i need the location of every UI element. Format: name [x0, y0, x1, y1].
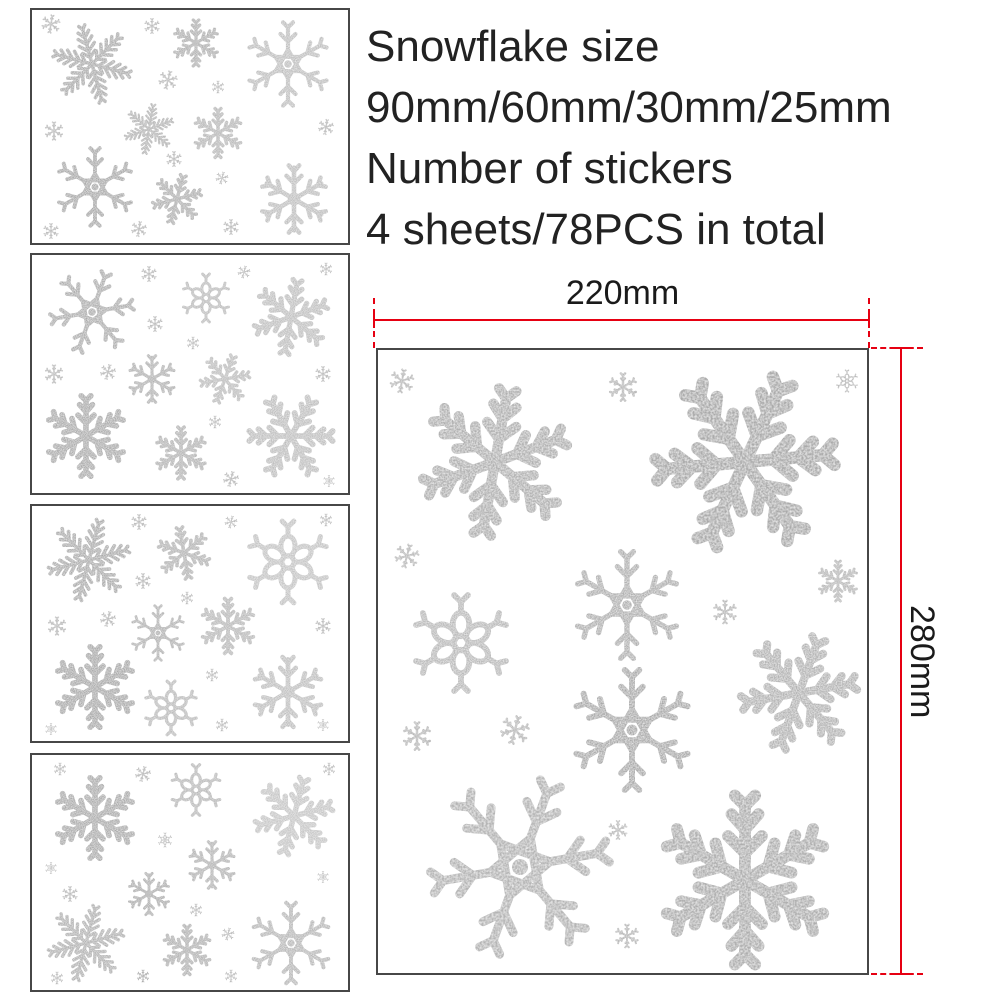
snowflake-sticker-star6 [320, 263, 333, 276]
snowflake-sticker-star6 [222, 927, 235, 940]
snowflake-sticker-star6 [215, 718, 228, 731]
snowflake-sticker-dendrite [152, 424, 209, 481]
snowflake-sticker-star6 [500, 715, 529, 744]
snowflake-sticker-star6 [323, 763, 336, 776]
sticker-sheet-thumbnail-3 [30, 504, 350, 743]
spec-text-block [366, 16, 892, 260]
sticker-sheet-thumbnail-1 [30, 8, 350, 245]
snowflake-sticker-star6 [45, 365, 64, 384]
snowflake-sticker-star6 [215, 171, 228, 184]
snowflake-sticker-hexstar [46, 266, 138, 358]
snowflake-sticker-plate [316, 718, 329, 731]
snowflake-sticker-star6 [100, 611, 116, 627]
snowflake-sticker-star6 [315, 618, 331, 634]
snowflake-sticker-chevron [184, 837, 241, 894]
width-dimension-label: 220mm [565, 274, 680, 312]
snowflake-sticker-chevron [124, 868, 175, 919]
snowflake-sticker-hexstar [422, 769, 618, 965]
snowflake-sticker-plate [157, 832, 173, 848]
snowflake-sticker-hexstar [569, 547, 686, 664]
snowflake-sticker-dendrite [250, 276, 332, 358]
snowflake-sticker-star6 [223, 471, 239, 487]
snowflake-sticker-dendrite [51, 643, 139, 731]
snowflake-sticker-dendrite [155, 525, 212, 582]
snowflake-sticker-star6 [223, 219, 239, 235]
snowflake-sticker-star6 [395, 543, 419, 567]
snowflake-sticker-chevron [124, 350, 181, 407]
snowflake-sticker-dendrite [41, 392, 129, 480]
snowflake-sticker-plate [835, 369, 859, 393]
snowflake-sticker-star6 [187, 337, 200, 350]
snowflake-sticker-star6 [135, 573, 151, 589]
snowflake-sticker-dendrite [198, 596, 258, 656]
width-extension-line-left [373, 298, 375, 348]
snowflake-sticker-star6 [48, 616, 67, 635]
snowflake-sticker-plate [316, 871, 329, 884]
snowflake-sticker-fern [49, 21, 134, 106]
snowflake-sticker-star6 [135, 766, 151, 782]
sticker-sheet-thumbnail-2 [30, 253, 350, 495]
snowflake-sticker-star6 [166, 151, 182, 167]
snowflake-sticker-plate [179, 271, 233, 325]
snowflake-sticker-plate [323, 475, 336, 488]
snowflake-sticker-star6 [132, 515, 148, 531]
snowflake-sticker-star6 [51, 972, 64, 985]
snowflake-sticker-star6 [45, 122, 64, 141]
snowflake-sticker-star6 [206, 669, 219, 682]
snowflake-sticker-star6 [136, 970, 149, 983]
snowflake-sticker-dendrite [160, 923, 214, 977]
snowflake-sticker-star6 [608, 373, 637, 402]
snowflake-sticker-star6 [144, 18, 160, 34]
snowflake-sticker-star6 [147, 316, 163, 332]
snowflake-sticker-star6 [315, 366, 331, 382]
spec-count-value: 4 sheets/78PCS in total [366, 205, 826, 254]
snowflake-sticker-dendrite [151, 172, 205, 226]
spec-size-title: Snowflake size [366, 22, 660, 71]
width-extension-line-right [868, 298, 870, 348]
snowflake-sticker-dendrite [252, 773, 337, 858]
snowflake-sticker-star6 [190, 904, 203, 917]
snowflake-sticker-dendrite [415, 381, 576, 542]
snowflake-sticker-dendrite [192, 107, 246, 161]
snowflake-sticker-hexstar [247, 899, 335, 987]
snowflake-sticker-dendrite [51, 774, 139, 862]
main-sticker-sheet [376, 348, 869, 975]
snowflake-sticker-dendrite [816, 559, 860, 603]
snowflake-sticker-star6 [225, 516, 238, 529]
snowflake-sticker-dendrite [735, 629, 862, 756]
snowflake-sticker-fern [45, 516, 133, 604]
snowflake-sticker-star6 [615, 923, 639, 947]
snowflake-sticker-star6 [100, 364, 116, 380]
width-dimension-line [374, 319, 869, 321]
snowflake-sticker-dendrite [245, 390, 337, 482]
snowflake-sticker-star6 [225, 970, 238, 983]
snowflake-sticker-star6 [132, 221, 148, 237]
snowflake-sticker-hexstar [53, 144, 138, 229]
snowflake-sticker-plate [407, 589, 515, 697]
snowflake-sticker-star6 [158, 70, 177, 89]
sticker-sheet-thumbnail-4 [30, 753, 350, 992]
snowflake-sticker-plate [45, 861, 58, 874]
snowflake-sticker-plate [45, 723, 58, 736]
snowflake-sticker-star6 [402, 722, 431, 751]
height-dimension-label: 280mm [903, 604, 941, 719]
snowflake-sticker-hexstar [242, 18, 334, 110]
spec-size-value: 90mm/60mm/30mm/25mm [366, 83, 892, 132]
snowflake-sticker-star6 [212, 81, 225, 94]
snowflake-sticker-star6 [318, 119, 334, 135]
snowflake-sticker-dendrite [652, 787, 838, 973]
snowflake-sticker-dendrite [198, 352, 252, 406]
snowflake-sticker-star6 [209, 415, 222, 428]
snowflake-sticker-star6 [62, 886, 78, 902]
snowflake-sticker-star6 [713, 599, 737, 623]
snowflake-sticker-dendrite [647, 364, 843, 560]
snowflake-sticker-plate [168, 762, 225, 819]
snowflake-sticker-star6 [390, 369, 414, 393]
spec-count-title: Number of stickers [366, 144, 733, 193]
snowflake-sticker-dendrite [171, 17, 222, 68]
snowflake-sticker-star6 [320, 514, 333, 527]
snowflake-sticker-star6 [237, 265, 250, 278]
snowflake-sticker-star6 [141, 266, 157, 282]
snowflake-sticker-plate [141, 678, 201, 738]
snowflake-sticker-chevron [253, 158, 335, 240]
snowflake-sticker-plate [242, 517, 334, 609]
snowflake-sticker-star6 [43, 223, 59, 239]
